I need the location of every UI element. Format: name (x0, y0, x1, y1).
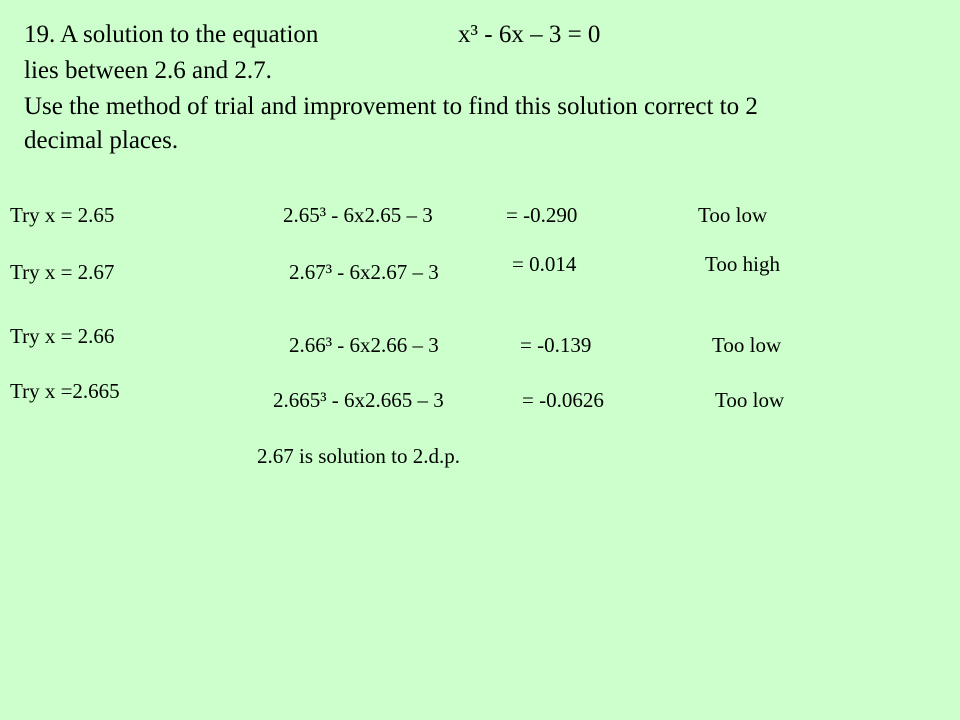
trial-result: = -0.0626 (522, 388, 604, 412)
question-equation: x³ - 6x – 3 = 0 (458, 21, 601, 48)
trial-result: = 0.014 (512, 252, 577, 276)
trial-verdict: Too low (698, 203, 768, 227)
trial-verdict: Too low (715, 388, 785, 412)
question-intro: 19. A solution to the equation (24, 21, 319, 48)
trial-label: Try x =2.665 (10, 379, 120, 403)
trial-verdict: Too low (712, 333, 782, 357)
question-instruction-cont: decimal places. (24, 127, 179, 154)
trial-expression: 2.665³ - 6x2.665 – 3 (273, 388, 444, 412)
trial-label: Try x = 2.65 (10, 203, 115, 227)
trial-expression: 2.66³ - 6x2.66 – 3 (289, 333, 439, 357)
question-range: lies between 2.6 and 2.7. (24, 57, 272, 84)
trial-expression: 2.65³ - 6x2.65 – 3 (283, 203, 433, 227)
trial-result: = -0.139 (520, 333, 592, 357)
conclusion: 2.67 is solution to 2.d.p. (257, 444, 461, 468)
trial-verdict: Too high (705, 252, 780, 276)
trial-result: = -0.290 (506, 203, 578, 227)
trial-label: Try x = 2.67 (10, 260, 115, 284)
trial-label: Try x = 2.66 (10, 324, 115, 348)
question-instruction: Use the method of trial and improvement to find this solution correct to 2 (24, 93, 758, 120)
trial-expression: 2.67³ - 6x2.67 – 3 (289, 260, 439, 284)
